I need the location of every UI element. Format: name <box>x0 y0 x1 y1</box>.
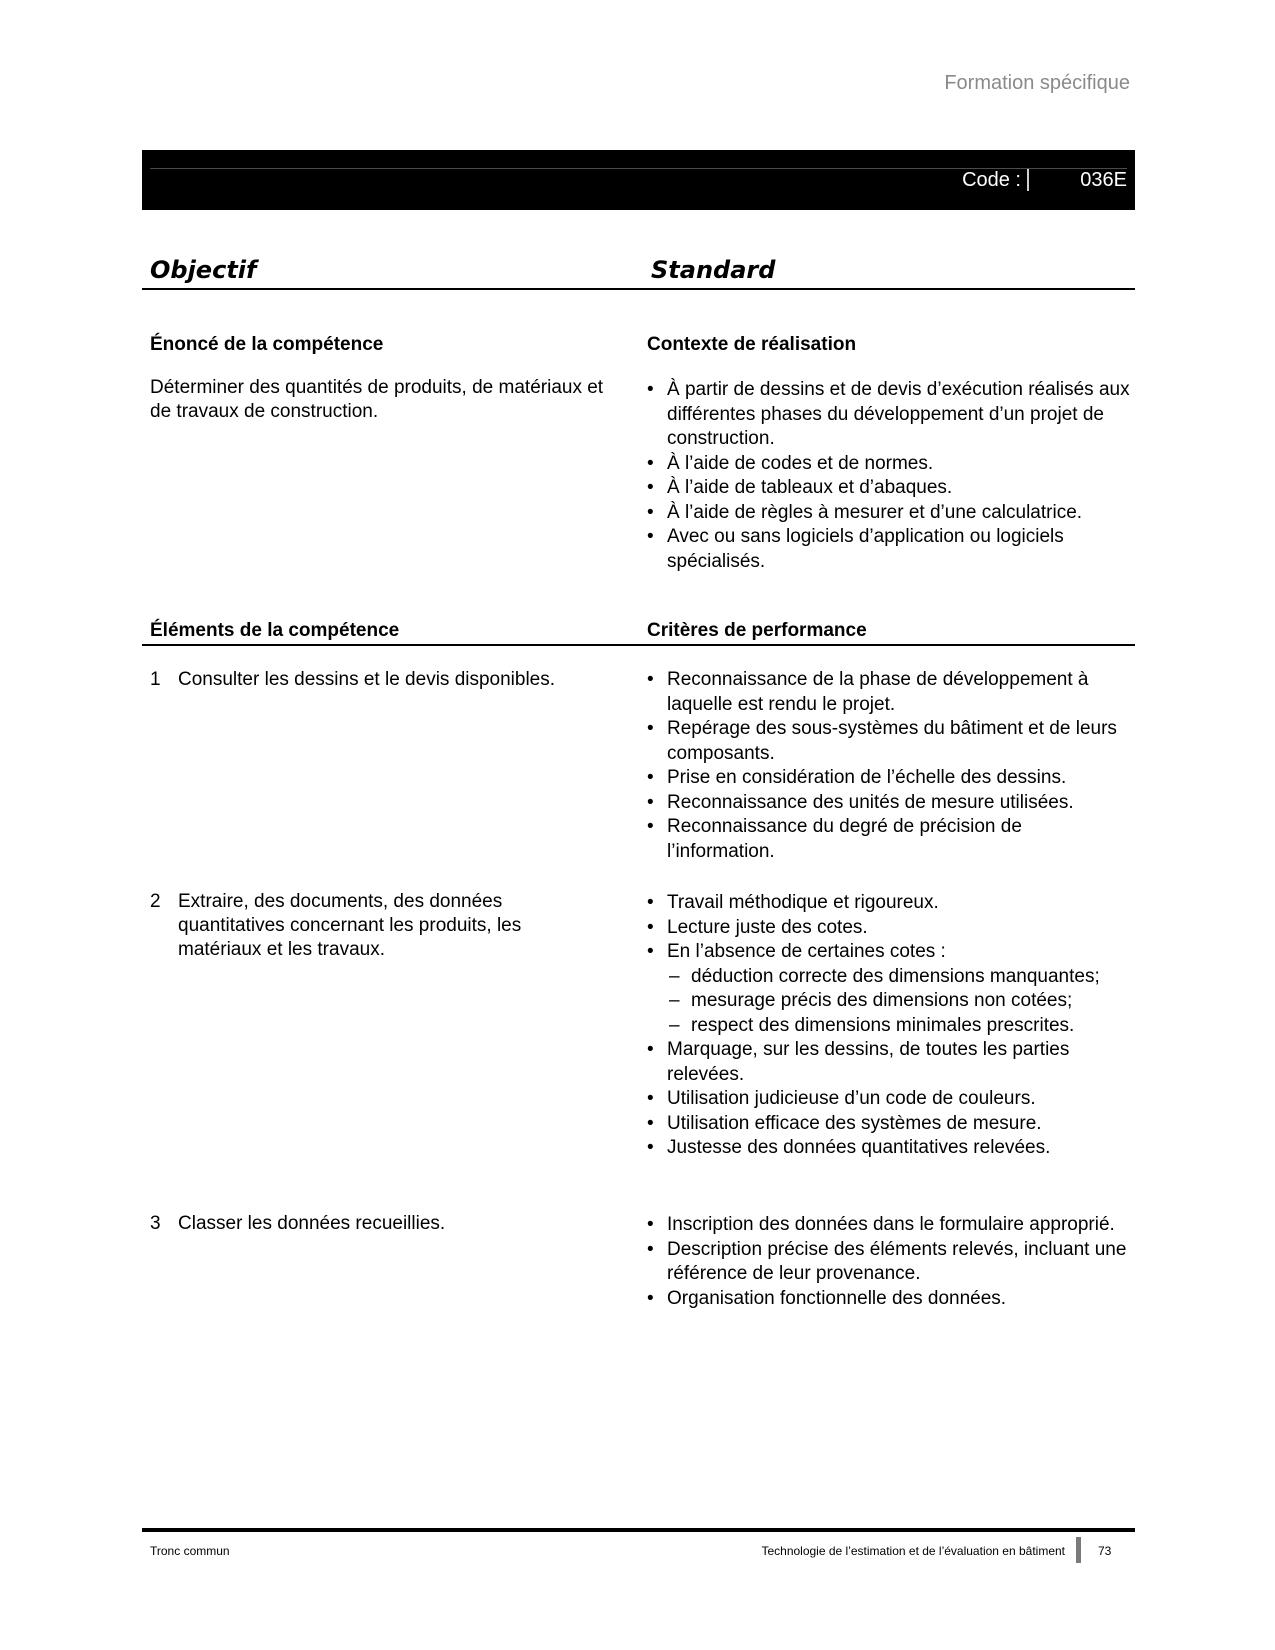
list-item: • Organisation fonctionnelle des données. <box>645 1287 1130 1312</box>
list-item: • À partir de dessins et de devis d’exécution réalisés aux différentes phases du développement d’un projet de construction. <box>645 378 1130 452</box>
element-1 <box>150 668 620 692</box>
list-item: • Prise en considération de l’échelle des dessins. <box>645 766 1130 791</box>
list-item: • Travail méthodique et rigoureux. <box>645 891 1130 916</box>
list-item: • Utilisation judicieuse d’un code de couleurs. <box>645 1087 1130 1112</box>
code-value: 036E <box>1080 169 1127 191</box>
criteria-list-2 <box>645 891 1130 1161</box>
sub-list-item: – déduction correcte des dimensions manquantes; <box>667 965 1130 990</box>
objectif-heading: Objectif <box>150 256 257 284</box>
element-2 <box>150 890 570 962</box>
column-headings <box>142 252 1135 290</box>
code-bar <box>142 150 1135 210</box>
footer-title: Technologie de l’estimation et de l’évaluation en bâtiment <box>761 1544 1065 1558</box>
running-head: Formation spécifique <box>944 72 1130 94</box>
list-item: • Repérage des sous-systèmes du bâtiment et de leurs composants. <box>645 717 1130 766</box>
statement-heading: Énoncé de la compétence <box>150 334 384 355</box>
footer-rule <box>142 1528 1135 1532</box>
element-text: Extraire, des documents, des données quantitatives concernant les produits, les matériaux et les travaux. <box>178 891 522 960</box>
criteria-list-3 <box>645 1213 1130 1311</box>
element-text: Consulter les dessins et le devis disponibles. <box>178 669 556 690</box>
list-item: • Marquage, sur les dessins, de toutes les parties relevées. <box>645 1038 1130 1087</box>
context-heading: Contexte de réalisation <box>647 334 857 355</box>
statement-text: Déterminer des quantités de produits, de matériaux et de travaux de construction. <box>150 377 604 422</box>
element-3 <box>150 1212 620 1236</box>
element-number: 3 <box>150 1213 161 1234</box>
footer-left-text: Tronc commun <box>150 1544 230 1558</box>
element-number: 1 <box>150 669 161 690</box>
page-number: 73 <box>1098 1544 1112 1558</box>
element-number: 2 <box>150 891 161 912</box>
list-item: • Avec ou sans logiciels d’application ou logiciels spécialisés. <box>645 525 1130 574</box>
elements-heading: Éléments de la compétence <box>150 620 400 641</box>
criteria-list-1 <box>645 668 1130 864</box>
list-item-text: En l’absence de certaines cotes : <box>667 941 946 962</box>
sub-list-item: – mesurage précis des dimensions non cotées; <box>667 989 1130 1014</box>
list-item: • Inscription des données dans le formulaire approprié. <box>645 1213 1130 1238</box>
section-divider <box>142 644 1135 646</box>
list-item: • Reconnaissance de la phase de développement à laquelle est rendu le projet. <box>645 668 1130 717</box>
context-list <box>645 378 1130 574</box>
list-item: • Reconnaissance du degré de précision de l’information. <box>645 815 1130 864</box>
list-item: • À l’aide de règles à mesurer et d’une calculatrice. <box>645 501 1130 526</box>
sub-list-item: – respect des dimensions minimales prescrites. <box>667 1014 1130 1039</box>
list-item: • Reconnaissance des unités de mesure utilisées. <box>645 791 1130 816</box>
list-item: • Lecture juste des cotes. <box>645 916 1130 941</box>
element-text: Classer les données recueillies. <box>178 1213 446 1234</box>
code-label: Code : <box>962 169 1029 191</box>
list-item <box>645 940 1130 1038</box>
list-item: • Justesse des données quantitatives relevées. <box>645 1136 1130 1161</box>
sub-criteria-list <box>667 965 1130 1039</box>
list-item: • À l’aide de codes et de normes. <box>645 452 1130 477</box>
criteria-heading: Critères de performance <box>647 620 867 641</box>
standard-heading: Standard <box>651 256 776 284</box>
footer-separator <box>1076 1537 1081 1563</box>
list-item: • Description précise des éléments relevés, incluant une référence de leur provenance. <box>645 1238 1130 1287</box>
list-item: • Utilisation efficace des systèmes de mesure. <box>645 1112 1130 1137</box>
list-item: • À l’aide de tableaux et d’abaques. <box>645 476 1130 501</box>
